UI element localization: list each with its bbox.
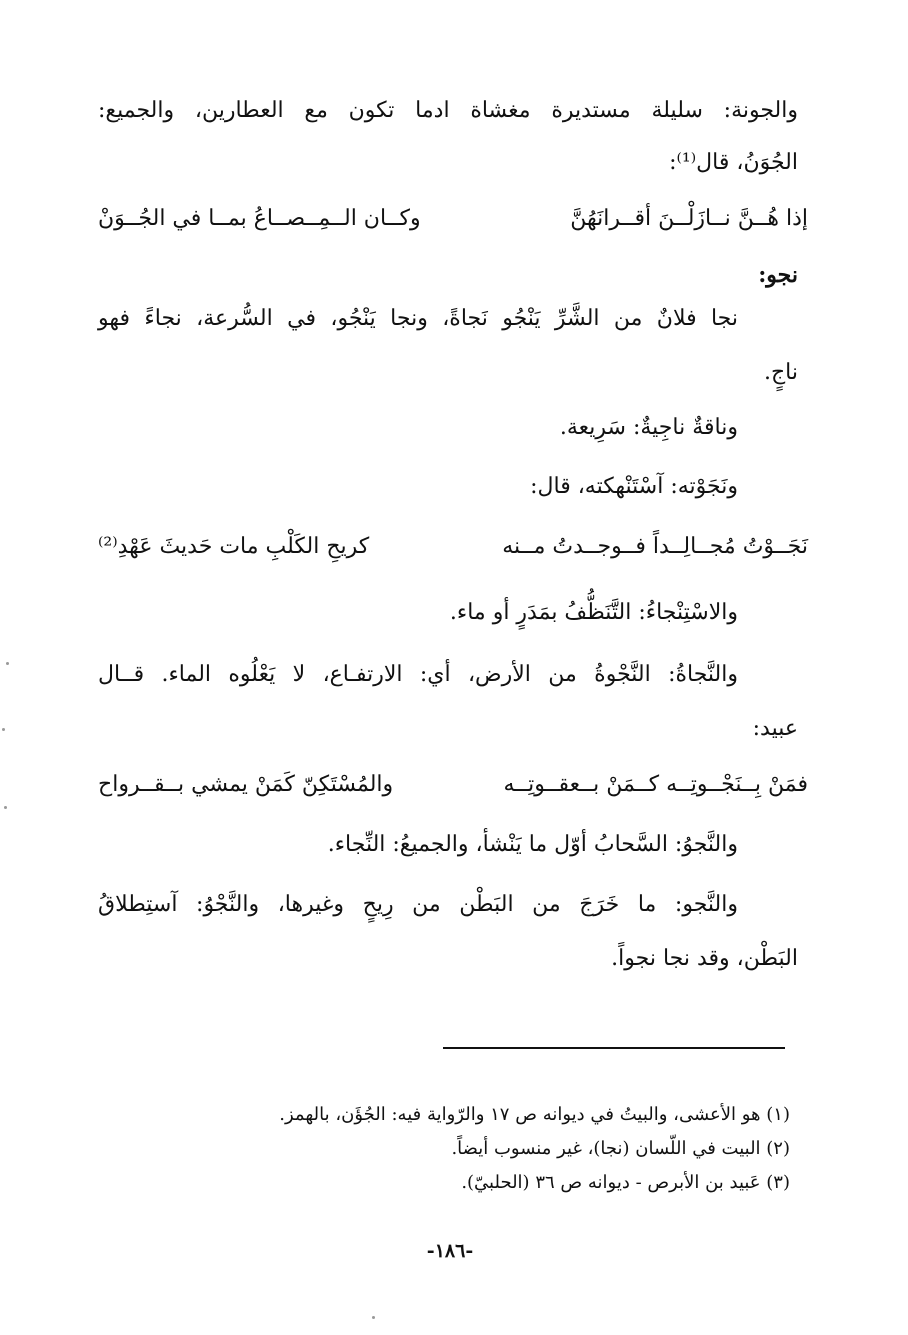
footnote-2: (٢) البيت في اللّسان (نجا)، غير منسوب أيضاً.	[451, 1138, 790, 1159]
paragraph-najawtuh: ونَجَوْته: آسْتَنْهكته، قال:	[530, 474, 738, 499]
scan-speck	[2, 728, 5, 731]
verse-3-second-hemistich: والمُسْتَكِنّ كَمَنْ يمشي بــقــرواح	[98, 772, 394, 797]
verse-3	[98, 768, 808, 802]
paragraph-najw-batn-line-2: البَطْن، وقد نجا نجواً.	[611, 946, 798, 971]
paragraph-naqa: وناقةٌ ناجِيةٌ: سَرِيعة.	[559, 415, 738, 440]
footnote-separator	[443, 1047, 785, 1049]
page-number: -١٨٦-	[426, 1240, 474, 1262]
paragraph-najat-line-2: عبيد:	[752, 716, 798, 741]
paragraph-naja-line-1: نجا فلانٌ من الشَّرِّ يَنْجُو نَجاةً، ونجا يَنْجُو، في السُّرعة، نجاءً فهو	[98, 306, 738, 331]
verse-2-first-hemistich: نَجَــوْتُ مُجــالِــداً فــوجــدتُ مــنه	[502, 534, 808, 559]
paragraph-istinja: والاسْتِنْجاءُ: التَّنَظُّفُ بمَدَرٍ أو ماء.	[449, 600, 738, 625]
headword-najw: نجو:	[758, 262, 798, 288]
verse-2-second-hemistich: كريحِ الكَلْبِ مات حَديثَ عَهْدِ⁽²⁾	[98, 534, 370, 559]
scan-speck	[4, 806, 7, 809]
paragraph-najw-sahab: والنَّجوُ: السَّحابُ أوّل ما يَنْشأ، والجميعُ: النِّجاء.	[327, 832, 738, 857]
verse-1	[98, 202, 808, 236]
paragraph-jawna-line-2: الجُوَنُ، قال⁽¹⁾:	[669, 150, 798, 175]
verse-1-first-hemistich: إذا هُــنَّ نــازَلْــنَ أقــرانَهُنَّ	[570, 206, 808, 231]
paragraph-najat-line-1: والنَّجاةُ: النَّجْوةُ من الأرض، أي: الارتفـاع، لا يَعْلُوه الماء. قــال	[98, 662, 738, 687]
verse-1-second-hemistich: وكــان الــمِــصــاعُ بمــا في الجُــوَنْ	[98, 206, 421, 231]
verse-3-first-hemistich: فمَنْ بِــنَجْــوتِــه كــمَنْ بــعقــوتِــه	[503, 772, 808, 797]
verse-2	[98, 530, 808, 564]
paragraph-naja-line-2: ناجٍ.	[763, 360, 798, 385]
scan-speck	[6, 662, 9, 665]
paragraph-najw-batn-line-1: والنَّجو: ما خَرَجَ من البَطْن من رِيحٍ وغيرها، والنَّجْوُ: آستِطلاقُ	[98, 892, 738, 917]
footnote-3: (٣) عَبيد بن الأبرص - ديوانه ص ٣٦ (الحلبيّ).	[461, 1172, 790, 1193]
footnote-1: (١) هو الأعشى، والبيتُ في ديوانه ص ١٧ والرّواية فيه: الجُؤَن، بالهمز.	[279, 1104, 790, 1125]
scan-speck	[372, 1316, 375, 1319]
paragraph-jawna-line-1: والجونة: سليلة مستديرة مغشاة ادما تكون مع العطارين، والجميع:	[98, 98, 798, 123]
